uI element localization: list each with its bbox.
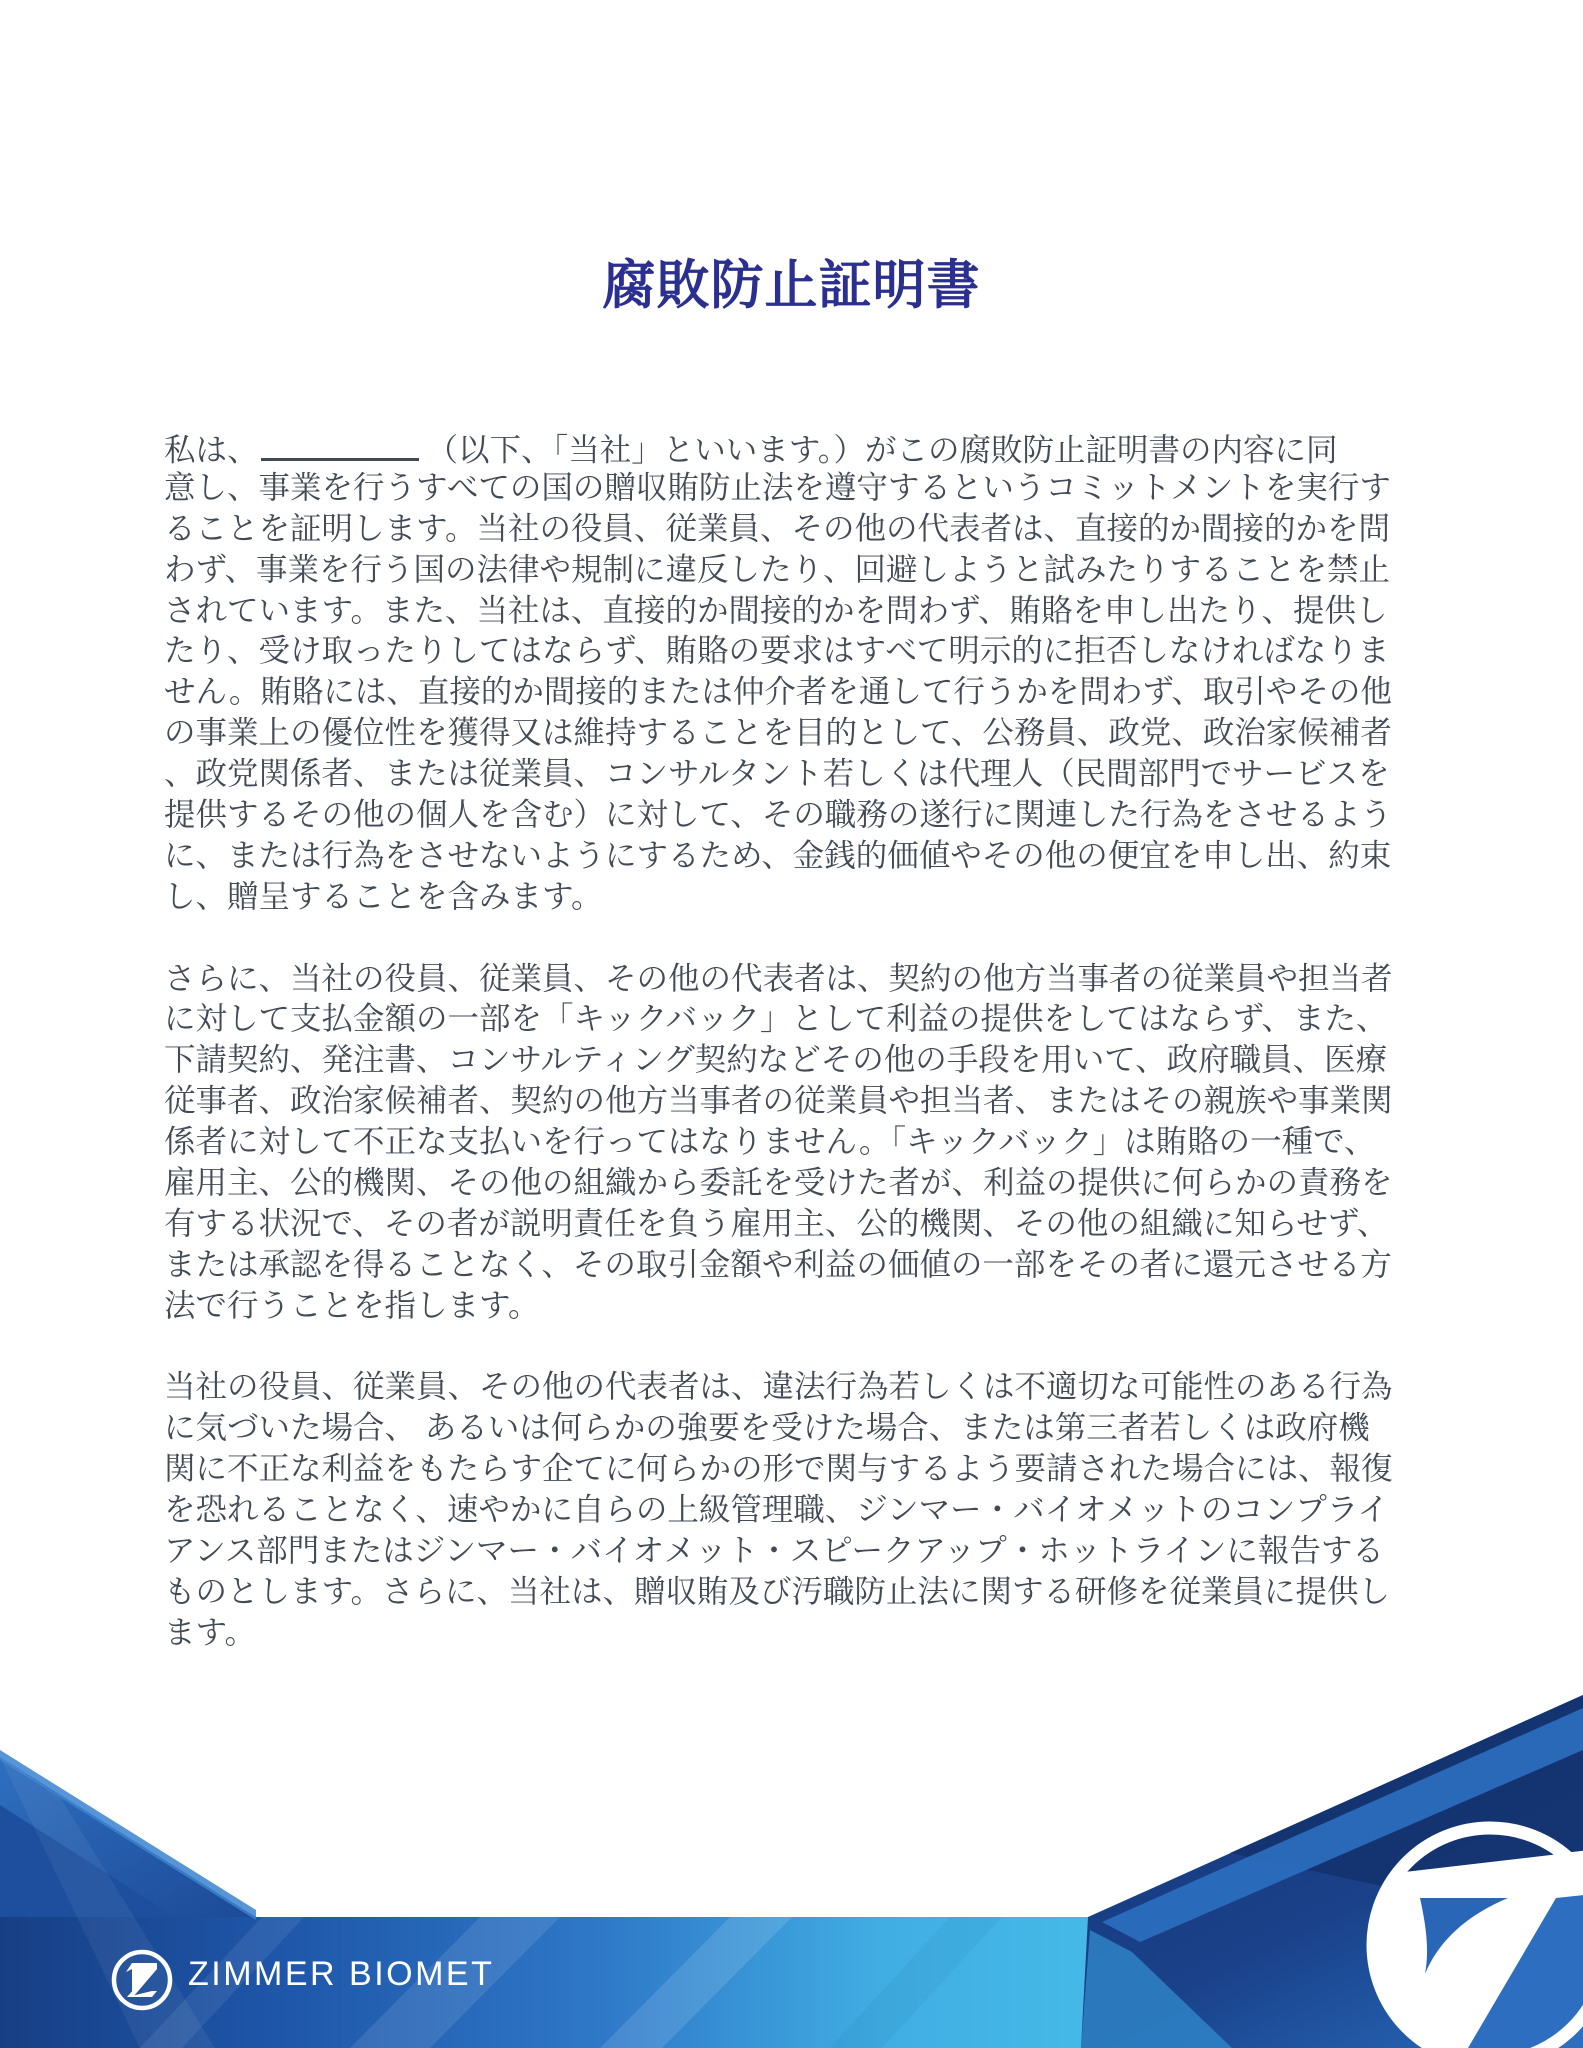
text-line-intro: 私は、 (164, 431, 259, 468)
text-line: 雇用主、公的機関、その他の組織から委託を受けた者が、利益の提供に何らかの責務を (164, 1164, 1393, 1201)
text-line: を恐れることなく、速やかに自らの上級管理職、ジンマー・バイオメットのコンプライ (164, 1491, 1389, 1528)
text-line: 係者に対して不正な支払いを行ってはなりません。「キックバック」は賄賂の一種で、 (164, 1123, 1376, 1160)
certificate-body (164, 426, 1404, 1653)
company-name-blank[interactable] (261, 426, 419, 461)
text-line: 下請契約、発注書、コンサルティング契約などその他の手段を用いて、政府職員、医療 (164, 1041, 1388, 1078)
text-line: 法で行うことを指します。 (164, 1286, 540, 1323)
zimmer-biomet-wordmark: ZIMMER BIOMET (188, 1955, 495, 1993)
text-line: し、贈呈することを含みます。 (164, 877, 603, 914)
text-line: さらに、当社の役員、従業員、その他の代表者は、契約の他方当事者の従業員や担当者 (164, 959, 1393, 996)
text-line: または承認を得ることなく、その取引金額や利益の価値の一部をその者に還元させる方 (164, 1245, 1392, 1282)
text-line: 従事者、政治家候補者、契約の他方当事者の従業員や担当者、またはその親族や事業関 (164, 1082, 1393, 1119)
text-line: に対して支払金額の一部を「キックバック」として利益の提供をしてはならず、また、 (164, 1000, 1388, 1037)
text-line: せん。賄賂には、直接的か間接的または仲介者を通して行うかを問わず、取引やその他 (164, 673, 1392, 710)
text-line: たり、受け取ったりしてはならず、賄賂の要求はすべて明示的に拒否しなければなりま (164, 632, 1390, 669)
text-line: 意し、事業を行うすべての国の贈収賄防止法を遵守するというコミットメントを実行す (164, 468, 1391, 505)
text-line: ることを証明します。当社の役員、従業員、その他の代表者は、直接的か間接的かを問 (164, 509, 1390, 546)
paragraph-1 (164, 426, 1404, 917)
text-line (164, 426, 1404, 467)
text-line: ものとします。さらに、当社は、贈収賄及び汚職防止法に関する研修を従業員に提供し (164, 1572, 1390, 1609)
text-line: 有する状況で、その者が説明責任を負う雇用主、公的機関、その他の組織に知らせず、 (164, 1204, 1389, 1241)
text-line: 関に不正な利益をもたらす企てに何らかの形で関与するよう要請された場合には、報復 (164, 1450, 1393, 1487)
text-line: に気づいた場合、 あるいは何らかの強要を受けた場合、または第三者若しくは政府機 (164, 1409, 1370, 1446)
text-line: 、政党関係者、または従業員、コンサルタント若しくは代理人（民間部門でサービスを (164, 755, 1390, 792)
text-line: 当社の役員、従業員、その他の代表者は、違法行為若しくは不適切な可能性のある行為 (164, 1368, 1393, 1405)
text-line: に、または行為をさせないようにするため、金銭的価値やその他の便宜を申し出、約束 (164, 836, 1392, 873)
text-line: の事業上の優位性を獲得又は維持することを目的として、公務員、政党、政治家候補者 (164, 714, 1392, 751)
text-line: されています。また、当社は、直接的か間接的かを問わず、賄賂を申し出たり、提供し (164, 591, 1388, 628)
paragraph-2 (164, 958, 1404, 1326)
text-line: ます。 (164, 1613, 256, 1650)
text-line: 提供するその他の個人を含む）に対して、その職務の遂行に関連した行為をさせるよう (164, 796, 1392, 833)
page-title: 腐敗防止証明書 (602, 256, 981, 315)
text-line-after-blank: （以下、「当社」といいます。）がこの腐敗防止証明書の内容に同 (426, 431, 1338, 468)
text-line: わず、事業を行う国の法律や規制に違反したり、回避しようと試みたりすることを禁止 (164, 550, 1390, 587)
text-line: アンス部門またはジンマー・バイオメット・スピークアップ・ホットラインに報告する (164, 1532, 1384, 1569)
